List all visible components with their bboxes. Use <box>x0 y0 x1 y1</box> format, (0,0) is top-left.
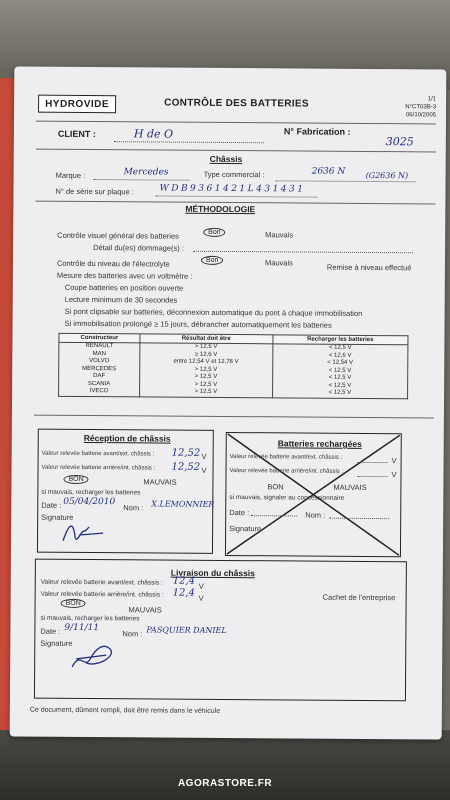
reception-title: Réception de châssis <box>83 432 171 444</box>
niveau-mauvais: Mauvais <box>264 258 293 268</box>
livraison-cachet: Cachet de l'entreprise <box>322 592 396 603</box>
serie-value: WDB9361421L431431 <box>159 183 306 195</box>
livraison-ar-label: Valeur relevée batterie arrière/int. châssis : <box>40 590 164 599</box>
reception-nom-value: X.LEMONNIER <box>151 499 215 509</box>
niveau-label: Contrôle du niveau de l'électrolyte <box>56 258 170 269</box>
livraison-ar-value: 12,4 <box>172 587 195 599</box>
livraison-ar-unit: V <box>198 593 204 603</box>
footer-note: Ce document, dûment rempli, doit être remis dans le véhicule <box>29 706 221 715</box>
type-value: 2636 N <box>311 166 346 177</box>
table-cell: DAF <box>59 373 140 381</box>
battery-threshold-table <box>58 333 408 399</box>
doc-code: N°CT03B-3 <box>405 104 437 111</box>
document-title: CONTRÔLE DES BATTERIES <box>164 97 309 110</box>
livraison-note: si mauvais, recharger les batteries <box>40 614 140 623</box>
table-cell: SCANIA <box>59 380 140 388</box>
client-value: H de O <box>133 127 174 141</box>
livraison-nom-value: PASQUIER DANIEL <box>146 625 227 635</box>
recharge-av-label: Valeur relevée batterie avant/ext. châssis : <box>229 454 343 461</box>
table-cell: < 12,6 V <box>272 352 407 360</box>
livraison-bon-circled: BON <box>61 599 86 608</box>
livraison-nom-label: Nom : <box>122 629 143 639</box>
recharge-mauvais: MAUVAIS <box>333 482 367 492</box>
marque-value: Mercedes <box>123 167 169 178</box>
reception-date-value: 05/04/2010 <box>63 496 116 508</box>
recharge-bon: BON <box>267 482 284 492</box>
livraison-signature <box>66 639 122 673</box>
recharge-title: Batteries rechargées <box>277 438 362 449</box>
method-line-1: Coupe batteries en position ouverte <box>64 282 184 293</box>
recharge-note: si mauvais, signaler au concessionnaire <box>229 494 345 502</box>
reception-av-unit: V <box>201 451 207 461</box>
client-label: CLIENT : <box>57 128 96 140</box>
method-line-4: Si immobilisation prolongé ≥ 15 jours, débrancher automatiquement les batteries <box>64 318 332 330</box>
header-divider <box>36 121 436 125</box>
table-header-recharger: Recharger les batteries <box>273 335 408 345</box>
mesure-label: Mesure des batteries avec un voltmètre : <box>56 270 193 281</box>
recharge-av-unit: V <box>391 456 397 466</box>
table-cell: > 12,5 V <box>140 343 273 352</box>
table-header-constructeur: Constructeur <box>59 333 140 343</box>
reception-signature <box>59 519 109 547</box>
method-line-3: Si pont clipsable sur batteries, déconnexion automatique du pont à chaque immobilisation <box>64 306 363 318</box>
reception-date-label: Date : <box>41 500 62 510</box>
table-row <box>59 388 408 398</box>
recharge-av-line <box>358 462 388 463</box>
client-line <box>114 141 264 143</box>
reception-ar-label: Valeur relevée batterie arrière/int. châssis : <box>41 464 156 472</box>
livraison-signature-label: Signature <box>40 638 73 648</box>
remise-label: Remise à niveau effectué <box>326 262 412 273</box>
livraison-av-unit: V <box>198 581 204 591</box>
chassis-title: Châssis <box>209 153 243 165</box>
fabrication-label: N° Fabrication : <box>283 126 351 137</box>
serie-line <box>155 195 317 197</box>
background-bottom <box>0 730 450 800</box>
page-number: 1/1 <box>427 96 437 103</box>
table-cell: > 12,5 V <box>139 388 272 397</box>
recharge-date-label: Date : <box>229 508 250 518</box>
type-line <box>276 180 416 182</box>
livraison-date-value: 9/11/11 <box>64 622 100 634</box>
table-cell: IVECO <box>59 388 140 397</box>
recharge-nom-label: Nom : <box>305 510 326 520</box>
table-cell: > 12,5 V <box>140 366 273 374</box>
livraison-title: Livraison du châssis <box>170 567 255 579</box>
reception-av-value: 12,52 <box>171 447 201 459</box>
reception-av-label: Valeur relevée batterie avant/ext. châssis : <box>41 450 155 458</box>
type-value-2: (G2636 N) <box>365 170 409 181</box>
table-cell: > 12,5 V <box>140 373 273 381</box>
visual-bon-circled: Bon <box>203 228 226 237</box>
visual-label: Contrôle visuel général des batteries <box>57 230 179 241</box>
methodologie-title: MÉTHODOLOGIE <box>185 203 256 215</box>
document-page <box>10 67 447 740</box>
doc-date: 06/10/2005 <box>405 112 437 119</box>
document-reference <box>405 95 436 119</box>
reception-ar-unit: V <box>201 465 207 475</box>
reception-nom-label: Nom : <box>123 503 144 513</box>
reception-signature-label: Signature <box>41 512 74 522</box>
livraison-av-value: 12,4 <box>172 575 196 587</box>
table-cell: ≥ 12,6 V <box>140 351 273 359</box>
table-cell: < 12,5 V <box>273 344 408 353</box>
fabrication-value: 3025 <box>385 135 414 149</box>
table-cell: < 12,54 V <box>272 359 407 367</box>
livraison-av-label: Valeur relevée batterie avant/ext. châssis : <box>40 578 163 587</box>
table-cell: MAN <box>59 350 140 358</box>
marque-label: Marque : <box>55 170 86 180</box>
serie-label: N° de série sur plaque : <box>55 186 134 197</box>
reception-ar-value: 12,52 <box>171 461 201 473</box>
table-header-resultat: Résultat doit être <box>140 334 273 344</box>
type-label: Type commercial : <box>203 169 265 180</box>
recharge-ar-line <box>357 476 387 477</box>
table-cell: VOLVO <box>59 358 140 366</box>
table-cell: < 12,5 V <box>272 382 407 390</box>
client-divider <box>36 149 436 153</box>
reception-note: si mauvais, recharger les batteries <box>41 488 141 497</box>
table-cell: < 12,5 V <box>272 389 407 398</box>
table-cell: RENAULT <box>59 342 140 351</box>
livraison-mauvais: MAUVAIS <box>128 605 162 615</box>
reception-mauvais: MAUVAIS <box>143 477 177 487</box>
recharge-ar-unit: V <box>391 470 397 480</box>
table-cell: entre 12,54 V et 12,78 V <box>140 358 273 366</box>
visual-mauvais: Mauvais <box>265 230 294 240</box>
recharge-signature-label: Signature <box>229 524 262 534</box>
method-line-2: Lecture minimum de 30 secondes <box>64 294 178 305</box>
marque-line <box>94 179 190 181</box>
agorastore-watermark: AGORASTORE.FR <box>177 778 273 789</box>
livraison-date-label: Date : <box>40 626 61 636</box>
niveau-bon-circled: Bon <box>201 256 224 265</box>
table-cell: < 12,5 V <box>272 367 407 375</box>
table-cell: MERCEDES <box>59 365 140 373</box>
table-cell: > 12,5 V <box>139 381 272 389</box>
table-divider <box>34 415 434 419</box>
table-cell: < 12,5 V <box>272 374 407 382</box>
reception-bon-circled: BON <box>63 475 88 484</box>
details-line <box>193 251 413 254</box>
recharge-ar-label: Valeur relevée batterie arrière/int. châssis : <box>229 468 344 475</box>
hydrovide-logo: HYDROVIDE <box>38 95 116 114</box>
details-label: Détail du(es) dommage(s) : <box>93 243 184 253</box>
